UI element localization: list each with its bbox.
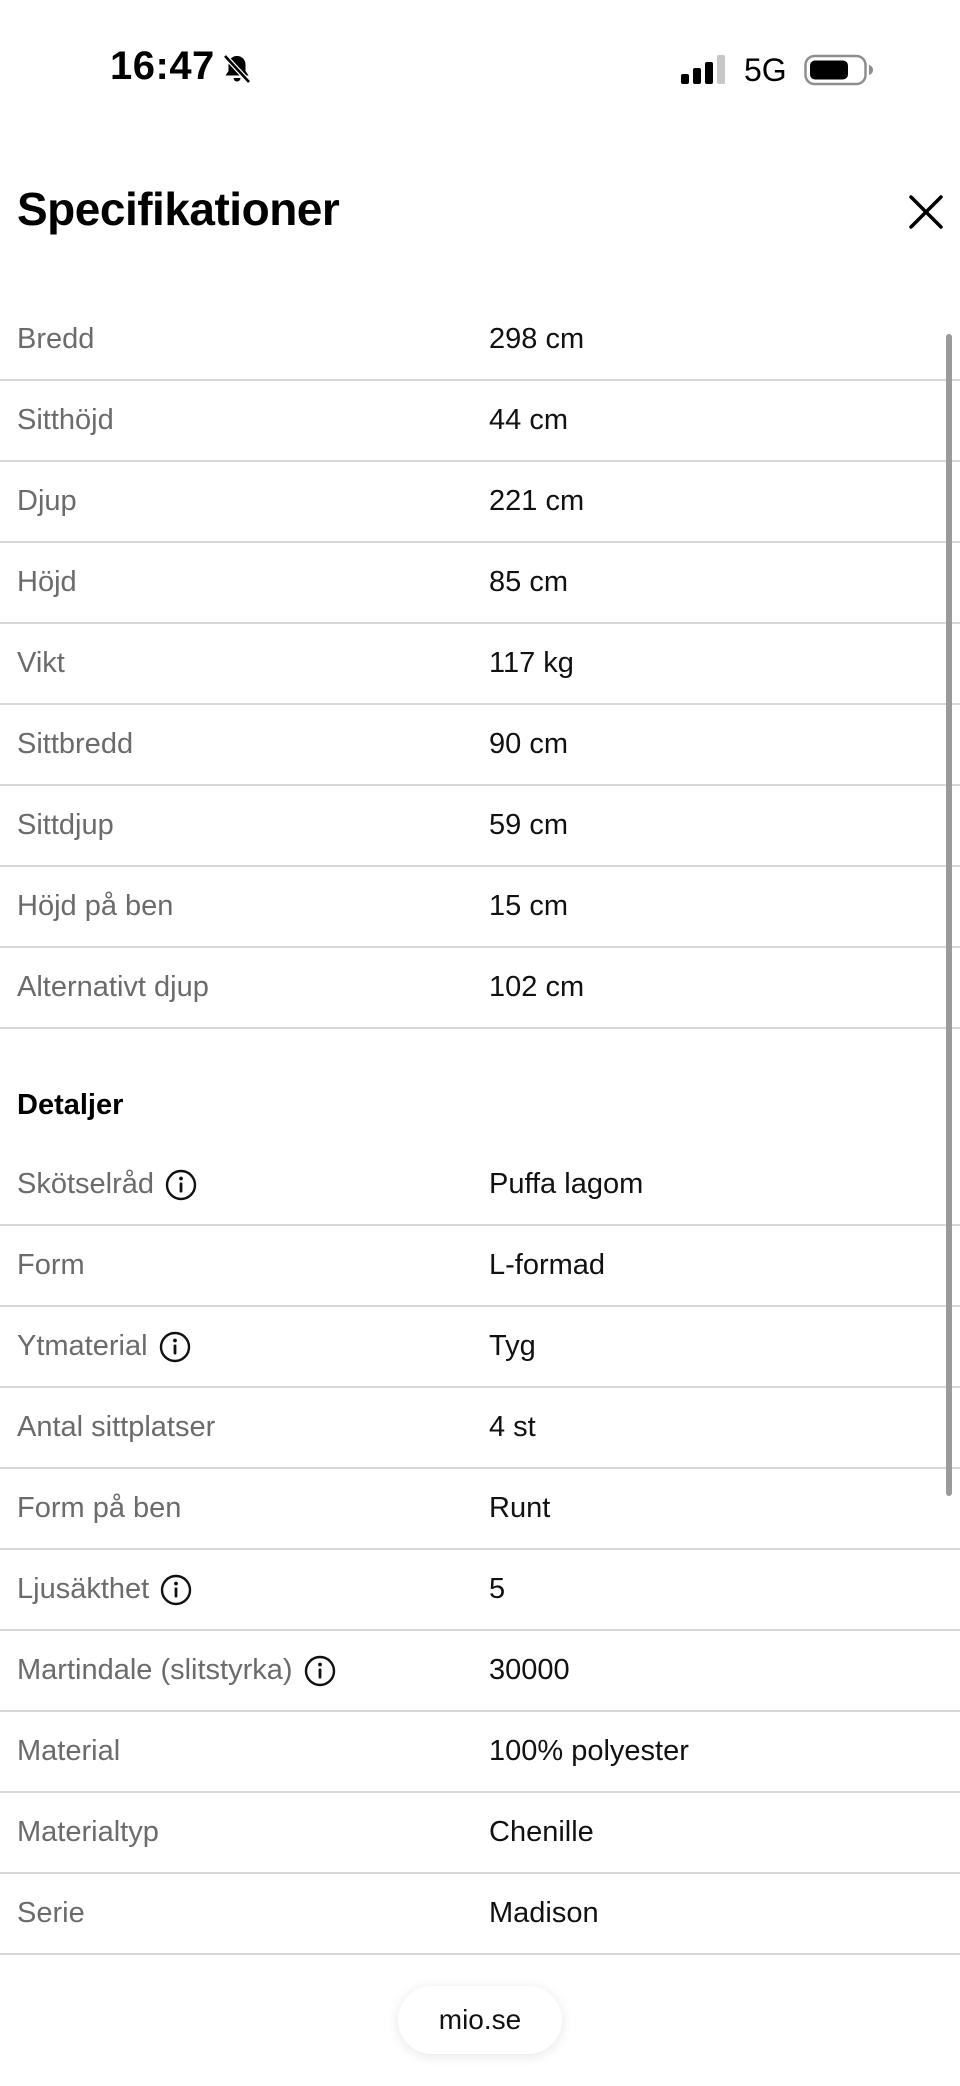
spec-label-text: Martindale (slitstyrka) bbox=[17, 1654, 293, 1686]
spec-label-text: Bredd bbox=[17, 323, 95, 355]
spec-row bbox=[0, 1145, 960, 1226]
spec-value: Puffa lagom bbox=[489, 1168, 644, 1200]
spec-row bbox=[0, 1388, 960, 1469]
spec-value: 298 cm bbox=[489, 323, 585, 355]
spec-value: Runt bbox=[489, 1492, 551, 1524]
spec-row bbox=[0, 624, 960, 705]
spec-label-text: Form på ben bbox=[17, 1492, 182, 1524]
spec-row bbox=[0, 300, 960, 381]
spec-value: 44 cm bbox=[489, 404, 568, 436]
spec-value: Tyg bbox=[489, 1330, 536, 1362]
spec-value: Chenille bbox=[489, 1816, 594, 1848]
spec-row bbox=[0, 1631, 960, 1712]
spec-value: 221 cm bbox=[489, 485, 585, 517]
spec-row bbox=[0, 1469, 960, 1550]
spec-label bbox=[17, 1469, 181, 1548]
spec-row bbox=[0, 543, 960, 624]
spec-label bbox=[17, 1307, 192, 1386]
spec-value: 100% polyester bbox=[489, 1735, 689, 1767]
spec-row bbox=[0, 1874, 960, 1955]
spec-row bbox=[0, 381, 960, 462]
spec-label-text: Alternativt djup bbox=[17, 971, 209, 1003]
spec-label bbox=[17, 462, 77, 541]
network-label: 5G bbox=[744, 52, 787, 88]
spec-value: 5 bbox=[489, 1573, 506, 1605]
spec-row bbox=[0, 1793, 960, 1874]
spec-label bbox=[17, 786, 114, 865]
spec-label bbox=[17, 867, 173, 946]
spec-row bbox=[0, 867, 960, 948]
spec-row bbox=[0, 1712, 960, 1793]
details-list bbox=[0, 1145, 960, 1955]
spec-label bbox=[17, 705, 133, 784]
spec-value: 102 cm bbox=[489, 971, 585, 1003]
spec-label-text: Djup bbox=[17, 485, 77, 517]
page-title: Specifikationer bbox=[17, 183, 340, 235]
spec-label bbox=[17, 381, 114, 460]
spec-value: 15 cm bbox=[489, 890, 568, 922]
spec-value: 117 kg bbox=[489, 647, 574, 679]
spec-row bbox=[0, 1226, 960, 1307]
spec-label-text: Materialtyp bbox=[17, 1816, 159, 1848]
url-bar[interactable]: mio.se bbox=[398, 1986, 562, 2054]
spec-row bbox=[0, 462, 960, 543]
spec-label-text: Ytmaterial bbox=[17, 1330, 148, 1362]
spec-label bbox=[17, 543, 77, 622]
close-button[interactable] bbox=[900, 186, 952, 238]
spec-label-text: Vikt bbox=[17, 647, 65, 679]
status-bar bbox=[0, 0, 960, 140]
spec-label bbox=[17, 1874, 85, 1953]
spec-value: 85 cm bbox=[489, 566, 568, 598]
spec-label-text: Höjd på ben bbox=[17, 890, 174, 922]
battery-icon bbox=[804, 54, 874, 86]
spec-label bbox=[17, 624, 65, 703]
spec-label-text: Material bbox=[17, 1735, 121, 1767]
spec-value: 59 cm bbox=[489, 809, 568, 841]
info-icon[interactable] bbox=[303, 1654, 337, 1688]
bell-slash-icon bbox=[220, 52, 254, 86]
info-icon[interactable] bbox=[158, 1330, 192, 1364]
info-icon[interactable] bbox=[164, 1168, 198, 1202]
spec-label-text: Sittdjup bbox=[17, 809, 114, 841]
spec-label bbox=[17, 1793, 159, 1872]
spec-row bbox=[0, 1307, 960, 1388]
details-heading bbox=[0, 1029, 960, 1145]
spec-value: Madison bbox=[489, 1897, 599, 1929]
status-time: 16:47 bbox=[110, 44, 215, 88]
spec-label bbox=[17, 948, 209, 1027]
spec-label bbox=[17, 1550, 193, 1629]
spec-label-text: Serie bbox=[17, 1897, 85, 1929]
info-icon[interactable] bbox=[159, 1573, 193, 1607]
spec-label bbox=[17, 1388, 215, 1467]
spec-label-text: Sitthöjd bbox=[17, 404, 114, 436]
spec-label bbox=[17, 1631, 337, 1710]
spec-label-text: Höjd bbox=[17, 566, 77, 598]
scrollbar[interactable] bbox=[946, 334, 952, 1496]
spec-value: L-formad bbox=[489, 1249, 606, 1281]
spec-label bbox=[17, 1226, 85, 1305]
spec-label bbox=[17, 1712, 120, 1791]
spec-label-text: Sittbredd bbox=[17, 728, 134, 760]
dimensions-list bbox=[0, 300, 960, 1029]
spec-label-text: Form bbox=[17, 1249, 85, 1281]
spec-label-text: Antal sittplatser bbox=[17, 1411, 216, 1443]
spec-value: 90 cm bbox=[489, 728, 568, 760]
spec-label bbox=[17, 300, 94, 379]
spec-row bbox=[0, 1550, 960, 1631]
details-heading-label: Detaljer bbox=[17, 1089, 124, 1121]
spec-label-text: Skötselråd bbox=[17, 1168, 155, 1200]
scrollbar-thumb[interactable] bbox=[946, 334, 952, 1496]
signal-icon bbox=[680, 54, 730, 86]
spec-row bbox=[0, 948, 960, 1029]
spec-row bbox=[0, 705, 960, 786]
spec-label-text: Ljusäkthet bbox=[17, 1573, 150, 1605]
spec-row bbox=[0, 786, 960, 867]
spec-list bbox=[0, 300, 960, 1955]
spec-label bbox=[17, 1145, 198, 1224]
close-icon bbox=[908, 194, 944, 230]
spec-value: 4 st bbox=[489, 1411, 536, 1443]
spec-value: 30000 bbox=[489, 1654, 570, 1686]
